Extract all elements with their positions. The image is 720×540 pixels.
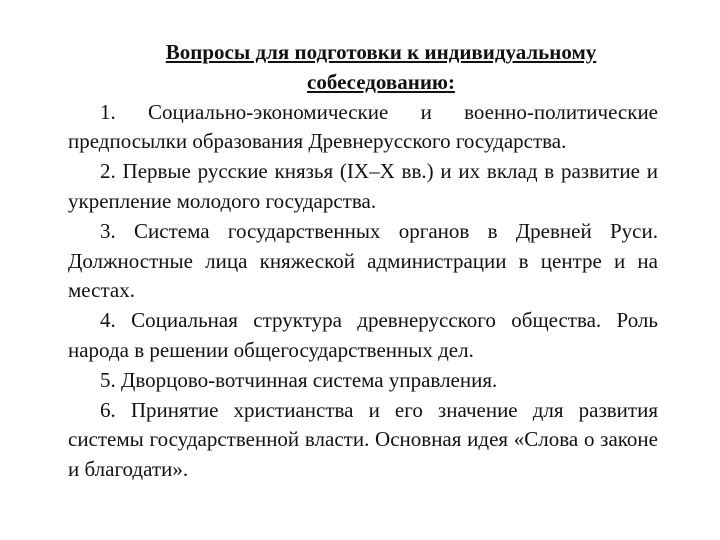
question-item-1: 1. Социально-экономические и военно-политические предпосылки образования Древнерусского государства. (68, 99, 658, 154)
question-item-3: 3. Система государственных органов в Древней Руси. Должностные лица княжеской администрации в центре и на местах. (68, 218, 658, 303)
document-title (68, 38, 658, 98)
document-title-suffix: : (447, 69, 455, 94)
question-item-4: 4. Социальная структура древнерусского общества. Роль народа в решении общегосударственных дел. (68, 308, 658, 362)
document-title-text: Вопросы для подготовки к индивидуальному собеседованию (165, 40, 597, 94)
question-item-6: 6. Принятие христианства и его значение для развития системы государственной власти. Основная идея «Слова о законе и благодати». (68, 397, 658, 482)
question-item-5: 5. Дворцово-вотчинная система управления. (100, 367, 498, 392)
document-page (68, 38, 658, 485)
question-item-2: 2. Первые русские князья (IX–X вв.) и их вклад в развитие и укрепление молодого государства. (68, 159, 658, 213)
